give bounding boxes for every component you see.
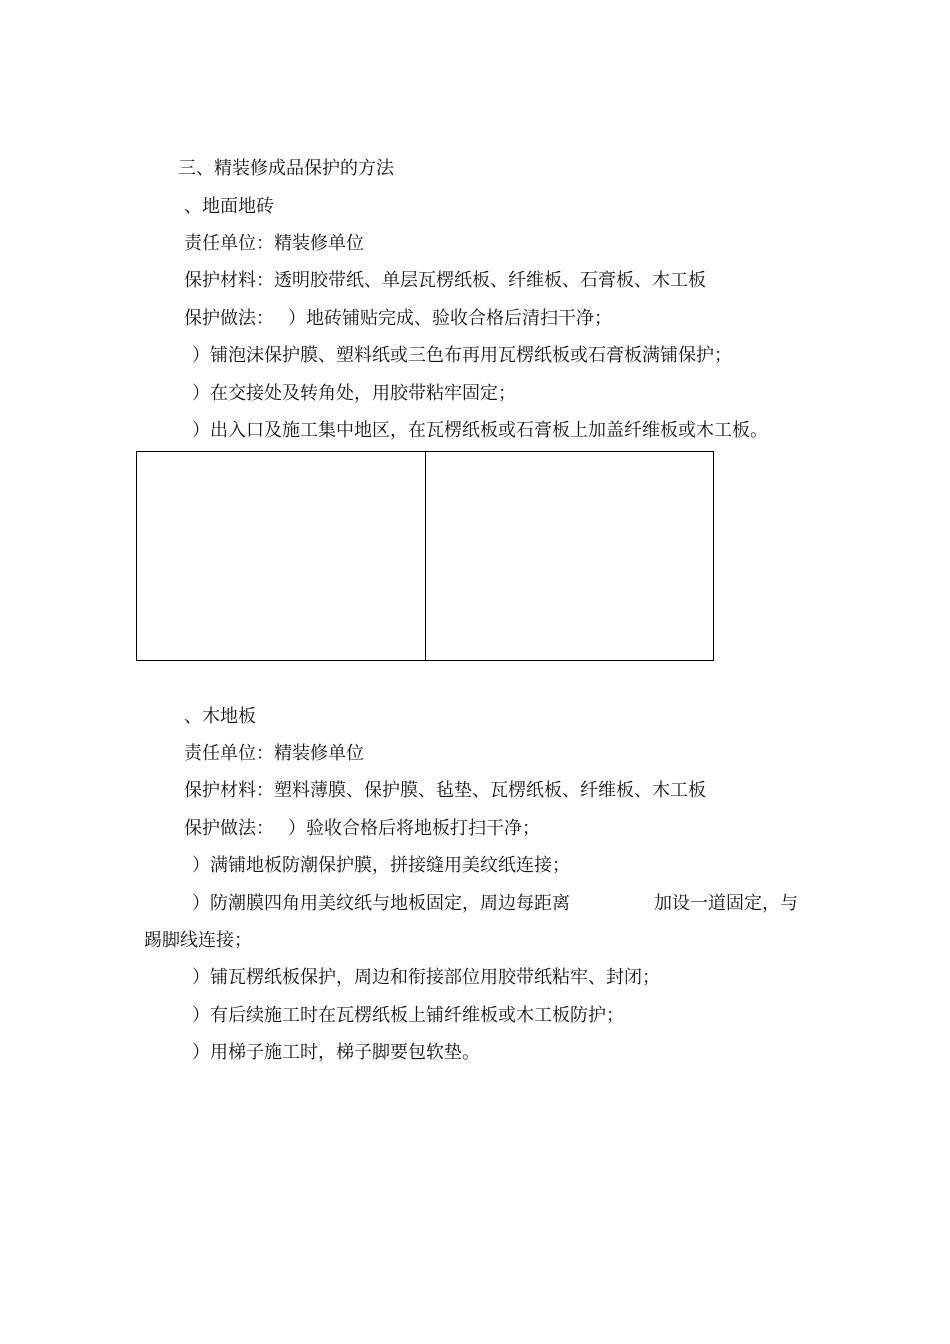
- section-title: 三、精装修成品保护的方法: [178, 158, 394, 179]
- table-divider: [425, 452, 426, 660]
- floor-tile-step-3: ）在交接处及转角处，用胶带粘牢固定；: [192, 383, 516, 404]
- wood-floor-step-3: ）防潮膜四角用美纹纸与地板固定，周边每距离: [192, 893, 570, 914]
- floor-tile-step-4: ）出入口及施工集中地区，在瓦楞纸板或石膏板上加盖纤维板或木工板。: [192, 420, 768, 441]
- wood-floor-step-1: ）验收合格后将地板打扫干净；: [288, 818, 540, 839]
- image-table: [136, 451, 714, 661]
- wood-floor-method-label: 保护做法：: [184, 818, 274, 839]
- floor-tile-method-label: 保护做法：: [184, 308, 274, 329]
- wood-floor-materials: 保护材料：塑料薄膜、保护膜、毡垫、瓦楞纸板、纤维板、木工板: [184, 780, 706, 801]
- floor-tile-step-1: ）地砖铺贴完成、验收合格后清扫干净；: [288, 308, 612, 329]
- wood-floor-step-3-cont: 加设一道固定，与: [654, 893, 798, 914]
- wood-floor-step-5: ）有后续施工时在瓦楞纸板上铺纤维板或木工板防护；: [192, 1005, 624, 1026]
- wood-floor-heading: 、木地板: [184, 706, 256, 727]
- wood-floor-responsibility: 责任单位：精装修单位: [184, 743, 364, 764]
- floor-tile-materials: 保护材料：透明胶带纸、单层瓦楞纸板、纤维板、石膏板、木工板: [184, 270, 706, 291]
- wood-floor-step-2: ）满铺地板防潮保护膜，拼接缝用美纹纸连接；: [192, 855, 570, 876]
- wood-floor-step-3-wrap: 踢脚线连接；: [144, 930, 252, 951]
- wood-floor-step-4: ）铺瓦楞纸板保护，周边和衔接部位用胶带纸粘牢、封闭；: [192, 967, 660, 988]
- floor-tile-responsibility: 责任单位：精装修单位: [184, 233, 364, 254]
- wood-floor-step-6: ）用梯子施工时，梯子脚要包软垫。: [192, 1042, 480, 1063]
- floor-tile-step-2: ）铺泡沫保护膜、塑料纸或三色布再用瓦楞纸板或石膏板满铺保护；: [192, 345, 732, 366]
- floor-tile-heading: 、地面地砖: [184, 196, 274, 217]
